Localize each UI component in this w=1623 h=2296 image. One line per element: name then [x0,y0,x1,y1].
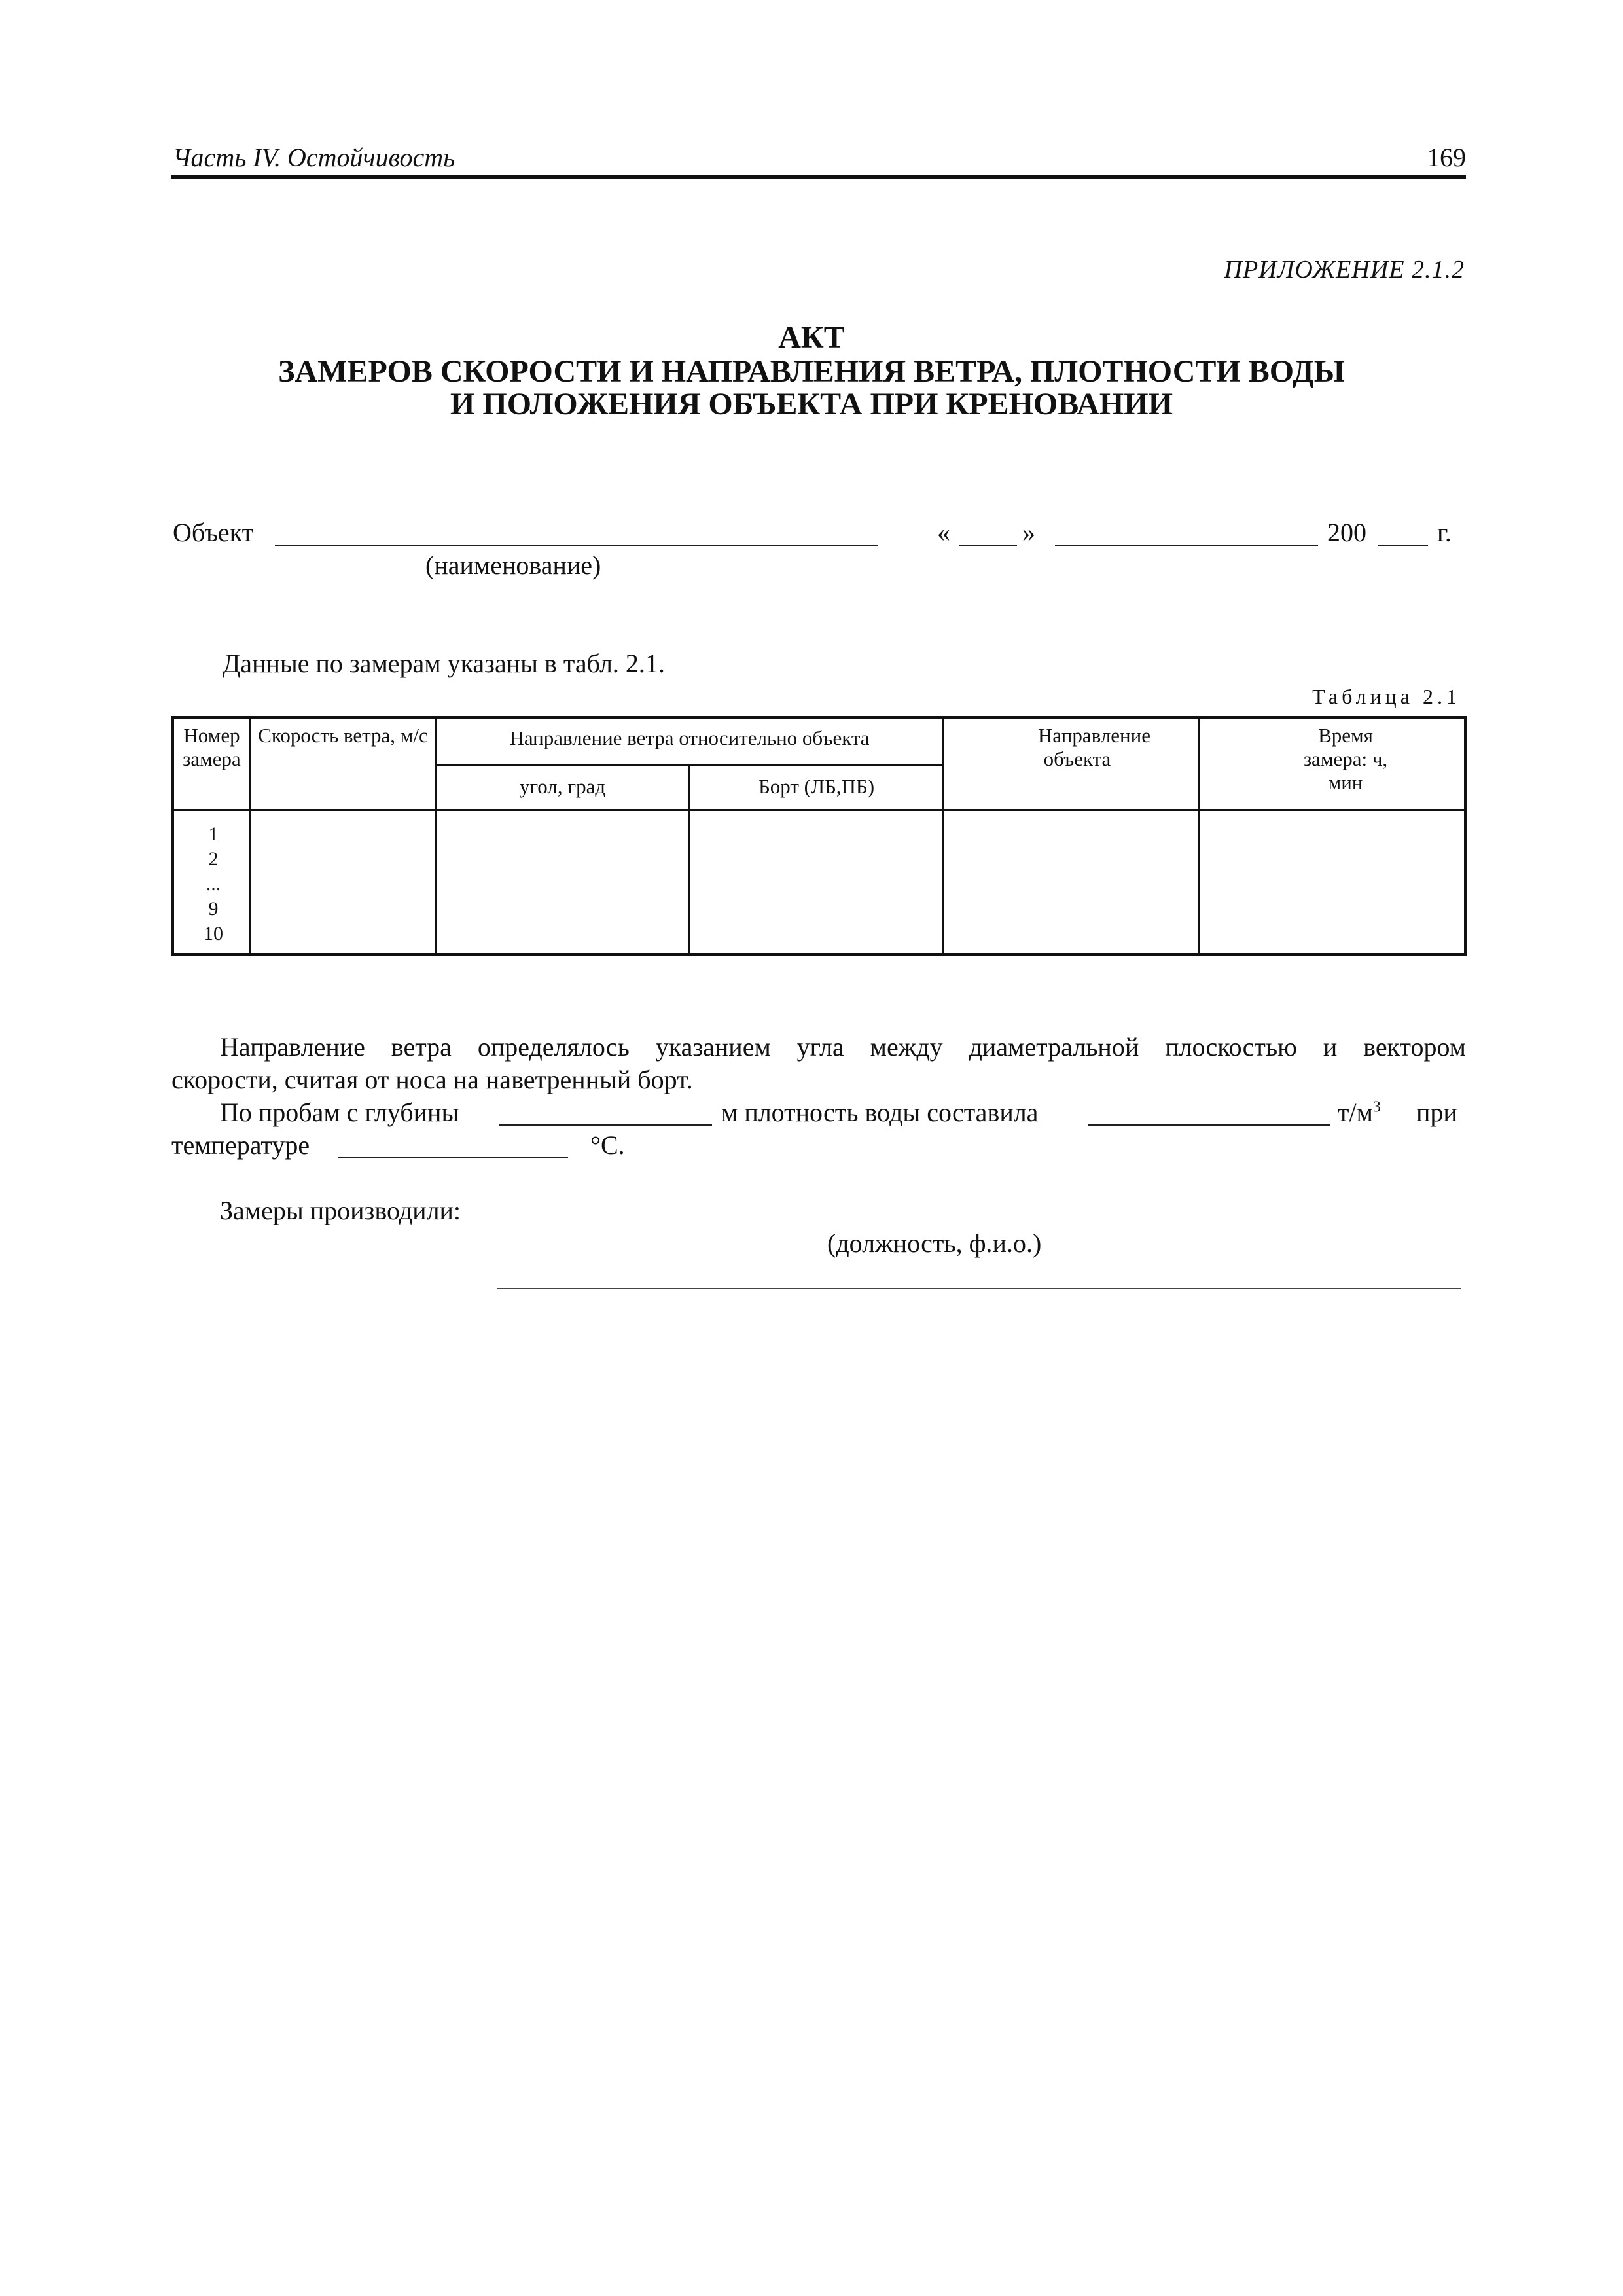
th-wind-speed: Скорость ветра, м/с [258,724,428,747]
intro-text: Данные по замерам указаны в табл. 2.1. [223,649,665,678]
row-number-list [174,822,253,946]
paragraph-wind-line-2: скорости, считая от носа на наветренный борт. [171,1065,693,1094]
temperature-unit: °С. [590,1130,625,1160]
density-label: м плотность воды составила [721,1098,1039,1127]
month-field[interactable] [1055,545,1318,546]
object-name-field[interactable] [275,545,878,546]
document-subtitle-line-2: И ПОЛОЖЕНИЯ ОБЪЕКТА ПРИ КРЕНОВАНИИ [450,387,1173,422]
signature-field-2[interactable] [497,1288,1461,1289]
year-field[interactable] [1378,545,1428,546]
measurements-table [171,716,1467,956]
table-col-divider [1198,719,1200,953]
depth-field[interactable] [499,1124,712,1126]
row-number: 10 [204,923,223,944]
depth-label: По пробам с глубины [220,1098,459,1127]
signature-hint: (должность, ф.и.о.) [827,1229,1042,1258]
year-suffix: г. [1437,518,1452,547]
day-field[interactable] [959,545,1017,546]
th-time: Время замера: ч, мин [1303,724,1388,794]
table-subheader-divider [435,764,942,766]
header-rule [171,175,1466,179]
running-title: Часть IV. Остойчивость [173,143,455,172]
year-prefix: 200 [1327,518,1366,547]
quote-open: « [937,518,950,547]
density-unit: $т/м^3$ [1338,1098,1381,1127]
row-number: ... [205,873,221,895]
th-wind-direction: Направление ветра относительно объекта [509,726,870,749]
document-subtitle-line-1: ЗАМЕРОВ СКОРОСТИ И НАПРАВЛЕНИЯ ВЕТРА, ПЛОТНОСТИ ВОДЫ [278,354,1345,389]
th-object-direction: Направление объекта [1038,724,1150,770]
th-angle: угол, град [519,775,606,798]
table-col-divider [942,719,944,953]
row-number: 2 [208,848,219,870]
appendix-label: ПРИЛОЖЕНИЕ 2.1.2 [1224,256,1465,283]
at-label: при [1416,1098,1457,1127]
row-number: 9 [208,898,219,920]
signatures-label: Замеры производили: [220,1196,461,1225]
density-field[interactable] [1088,1124,1330,1126]
object-name-hint: (наименование) [425,550,601,580]
temperature-label: температуре [171,1130,310,1160]
row-number: 1 [208,823,219,845]
table-col-divider [435,719,437,953]
quote-close: » [1022,518,1035,547]
th-number: Номер замера [183,724,241,770]
object-label: Объект [173,518,254,547]
table-header-divider [174,809,1464,811]
page-number: 169 [1427,143,1466,172]
table-caption: Таблица 2.1 [1312,685,1461,708]
document-title: АКТ [778,320,845,355]
temperature-field[interactable] [338,1157,568,1158]
th-side: Борт (ЛБ,ПБ) [758,775,875,798]
paragraph-wind-line-1: Направление ветра определялось указанием угла между диаметральной плоскостью и вектором [220,1032,1466,1062]
